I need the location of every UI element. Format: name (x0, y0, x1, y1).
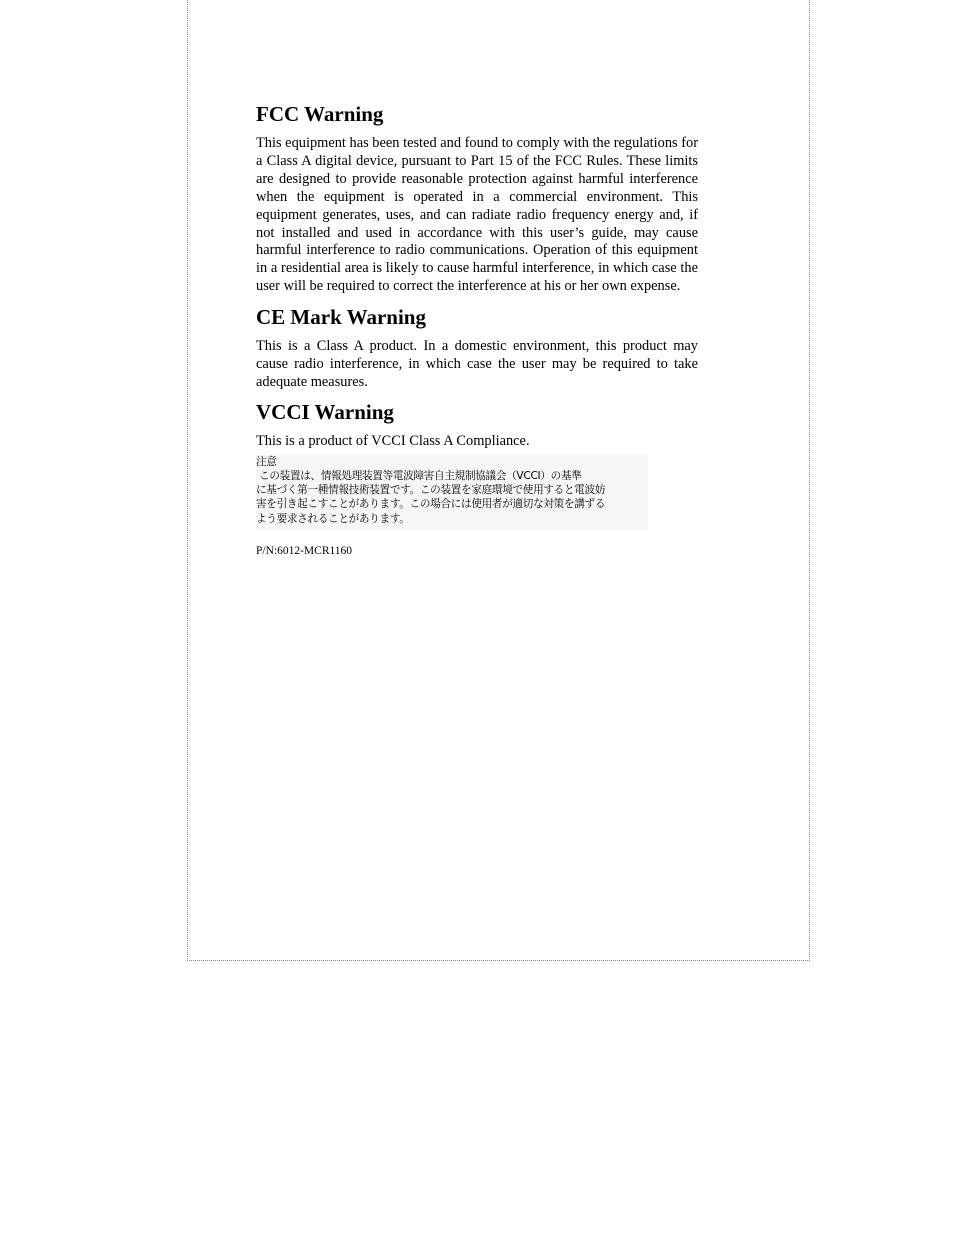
vcci-japanese-notice (256, 455, 648, 530)
vcci-notice-line: よう要求されることがあります。 (256, 512, 410, 525)
ce-warning-body: This is a Class A product. In a domestic environment, this product may cause radio interference, in which case the user may be required to take adequate measures. (256, 338, 698, 390)
vcci-notice-line: に基づく第一種情報技術装置です。この装置を家庭環境で使用すると電波妨 (256, 484, 606, 497)
vcci-notice-line: この装置は、情報処理装置等電波障害自主規制協議会（VCCI）の基準 (256, 469, 582, 482)
vcci-notice-line: 注意 (256, 455, 277, 468)
fcc-warning-body: This equipment has been tested and found to comply with the regulations for a Class A digital device, pursuant to Part 15 of the FCC Rules. These limits are designed to provide reasonable protection against harmful interference when the equipment is operated in a commercial environment. This equipment generates, uses, and can radiate radio frequency energy and, if not installed and used in accordance with this user’s guide, may cause harmful interference to radio communications. Operation of this equipment in a residential area is likely to cause harmful interference, in which case the user will be required to correct the interference at his or her own expense. (256, 135, 699, 295)
ce-warning-section (256, 304, 698, 392)
fcc-warning-heading: FCC Warning (256, 102, 384, 126)
fcc-warning-section (256, 101, 698, 296)
vcci-notice-line: 害を引き起こすことがあります。この場合には使用者が適切な対策を講ずる (256, 498, 606, 511)
document-content (256, 101, 698, 558)
vcci-warning-heading: VCCI Warning (256, 399, 394, 424)
ce-warning-heading: CE Mark Warning (256, 305, 426, 330)
part-number: P/N:6012-MCR1160 (256, 544, 353, 557)
vcci-warning-section (256, 399, 698, 530)
vcci-warning-body: This is a product of VCCI Class A Compliance. (256, 432, 530, 449)
